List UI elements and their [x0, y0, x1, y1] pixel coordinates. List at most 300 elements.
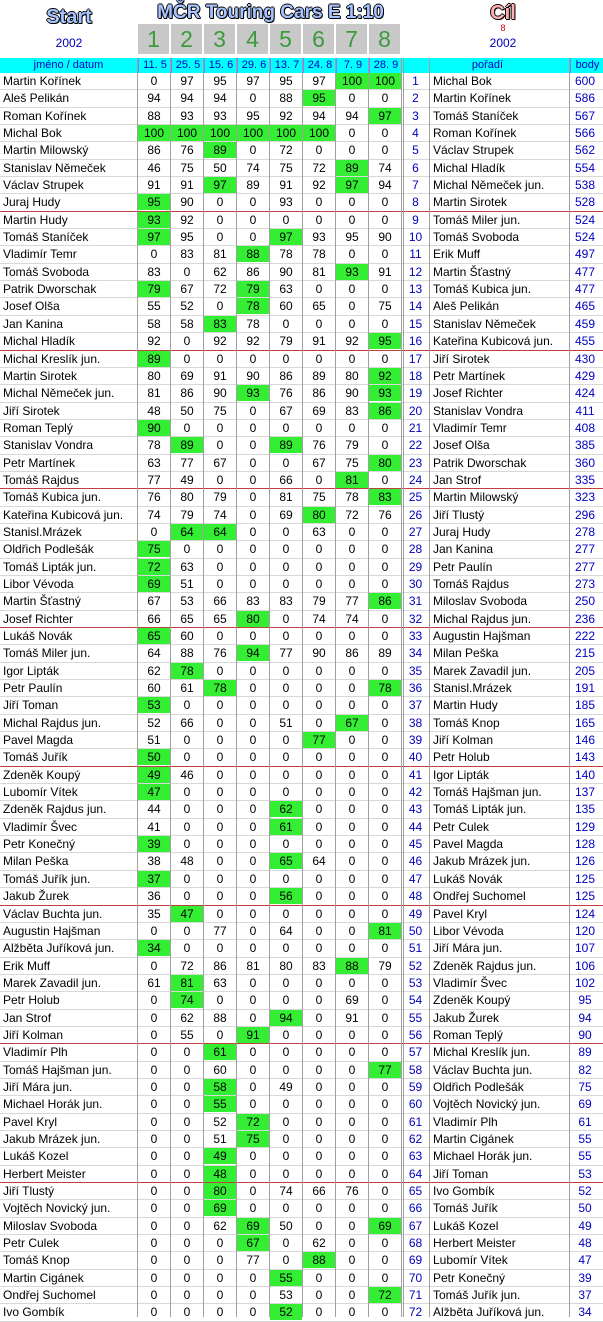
result-rank: 72 [408, 1305, 423, 1320]
race-score: 0 [183, 542, 191, 557]
race-score: 0 [381, 1270, 389, 1285]
race-score: 90 [180, 195, 194, 210]
race-score: 0 [216, 837, 224, 852]
race-score: 94 [345, 108, 359, 123]
race-score: 0 [315, 681, 323, 696]
result-rank: 70 [408, 1270, 423, 1285]
race-score: 0 [348, 1079, 356, 1094]
result-points: 75 [578, 1079, 592, 1094]
date-column-header: 11. 5 [138, 58, 171, 73]
date-column-header: 24. 8 [303, 58, 336, 73]
race-score: 0 [381, 854, 389, 869]
race-score: 0 [249, 1149, 257, 1164]
race-number-8: 8 [369, 24, 402, 54]
race-score: 95 [246, 108, 260, 123]
race-score: 0 [150, 1201, 158, 1216]
race-score: 88 [237, 246, 269, 262]
race-score: 0 [315, 1149, 323, 1164]
race-score: 81 [312, 264, 326, 279]
race-score: 75 [213, 403, 227, 418]
race-score: 0 [282, 785, 290, 800]
result-points: 567 [574, 108, 596, 123]
race-score: 0 [150, 1184, 158, 1198]
result-name: Michal Němeček jun. [433, 178, 545, 193]
race-score: 0 [348, 1201, 356, 1216]
race-score: 0 [150, 1131, 158, 1146]
race-score: 44 [147, 802, 161, 817]
race-score: 69 [345, 993, 359, 1008]
race-score: 0 [216, 819, 224, 834]
race-score: 64 [171, 524, 203, 540]
race-score: 0 [315, 282, 323, 297]
race-score: 56 [270, 888, 302, 904]
result-name: Pavel Magda [433, 837, 504, 852]
race-score: 86 [312, 386, 326, 401]
race-score: 0 [249, 1305, 257, 1320]
race-score: 0 [150, 1218, 158, 1233]
result-name: Jiří Mára jun. [433, 941, 503, 956]
race-score: 97 [246, 74, 260, 88]
race-score: 0 [348, 247, 356, 262]
race-score: 0 [183, 1218, 191, 1233]
driver-name: Jiří Mára jun. [3, 1079, 73, 1094]
race-score: 92 [180, 212, 194, 227]
result-points: 528 [574, 195, 596, 210]
result-name: Tomáš Hajšman jun. [433, 785, 542, 800]
result-rank: 22 [408, 438, 423, 453]
race-score: 100 [303, 125, 335, 141]
race-score: 80 [204, 1183, 236, 1199]
race-score: 90 [213, 386, 227, 401]
race-score: 0 [183, 1045, 191, 1060]
race-score: 52 [147, 715, 161, 730]
race-score: 0 [348, 420, 356, 435]
race-score: 0 [150, 1062, 158, 1077]
race-score: 78 [279, 247, 293, 262]
race-score: 0 [249, 629, 257, 643]
race-score: 88 [279, 91, 293, 106]
race-score: 0 [249, 698, 257, 713]
result-name: Tomáš Lipták jun. [433, 802, 527, 817]
race-score: 0 [249, 351, 257, 366]
result-rank: 45 [408, 837, 423, 852]
race-score: 0 [381, 1253, 389, 1268]
race-score: 63 [147, 455, 161, 470]
race-score: 89 [138, 351, 170, 367]
race-score: 0 [315, 1079, 323, 1094]
result-rank: 18 [408, 368, 423, 383]
driver-name: Kateřina Kubicová jun. [3, 507, 124, 522]
race-score: 0 [381, 576, 389, 591]
result-points: 146 [574, 733, 596, 748]
result-rank: 5 [412, 143, 419, 158]
race-score: 0 [216, 1236, 224, 1251]
race-score: 58 [180, 316, 194, 331]
race-score: 94 [378, 178, 392, 193]
race-score: 0 [315, 316, 323, 331]
race-score: 0 [282, 1045, 290, 1060]
race-score: 0 [348, 1114, 356, 1129]
race-score: 0 [183, 1305, 191, 1320]
race-score: 0 [315, 663, 323, 678]
result-rank: 9 [412, 212, 419, 227]
race-score: 0 [381, 559, 389, 574]
race-score: 93 [180, 108, 194, 123]
driver-name: Juraj Hudy [3, 195, 61, 210]
result-name: Lukáš Kozel [433, 1218, 499, 1233]
result-name: Jan Strof [433, 472, 482, 487]
race-score: 60 [279, 299, 293, 314]
result-points: 222 [574, 629, 596, 643]
race-score: 0 [348, 143, 356, 158]
result-name: Pavel Kryl [433, 906, 488, 921]
race-score: 0 [348, 923, 356, 938]
race-score: 0 [348, 1097, 356, 1112]
result-name: Vladimír Švec [433, 975, 508, 990]
grid-line [403, 58, 404, 1317]
race-score: 0 [315, 923, 323, 938]
race-score: 97 [270, 229, 302, 245]
race-number-4: 4 [237, 24, 270, 54]
result-rank: 54 [408, 993, 423, 1008]
date-column-header: 28. 9 [369, 58, 402, 73]
result-rank: 58 [408, 1062, 423, 1077]
race-score: 0 [249, 750, 257, 765]
race-score: 77 [345, 594, 359, 609]
race-score: 0 [315, 542, 323, 557]
result-rank: 24 [408, 472, 423, 487]
driver-name: Michael Horák jun. [3, 1097, 103, 1112]
result-points: 126 [574, 854, 596, 869]
driver-name: Tomáš Hajšman jun. [3, 1062, 112, 1077]
points-column-header: body [570, 58, 603, 73]
driver-name: Herbert Meister [3, 1166, 86, 1181]
grid-line [203, 58, 204, 1317]
result-rank: 31 [408, 594, 423, 609]
race-score: 0 [315, 1288, 323, 1303]
race-score: 0 [315, 1131, 323, 1146]
race-score: 0 [282, 1236, 290, 1251]
result-rank: 56 [408, 1027, 423, 1042]
result-points: 236 [574, 611, 596, 626]
race-score: 53 [180, 594, 194, 609]
result-name: Petr Culek [433, 819, 490, 834]
grid-line [401, 58, 402, 1317]
race-score: 90 [138, 420, 170, 436]
result-points: 566 [574, 126, 596, 141]
driver-name: Milan Peška [3, 854, 69, 869]
result-points: 323 [574, 490, 596, 505]
result-rank: 28 [408, 542, 423, 557]
result-rank: 71 [408, 1288, 423, 1303]
race-score: 0 [150, 247, 158, 262]
driver-name: Ivo Gombík [3, 1305, 65, 1320]
race-score: 72 [312, 160, 326, 175]
result-name: Juraj Hudy [433, 524, 491, 539]
race-score: 0 [348, 559, 356, 574]
race-score: 0 [249, 490, 257, 505]
race-score: 61 [180, 681, 194, 696]
result-points: 140 [574, 767, 596, 782]
driver-name: Lukáš Novák [3, 629, 73, 643]
race-score: 100 [270, 125, 302, 141]
result-points: 135 [574, 802, 596, 817]
race-score: 62 [270, 801, 302, 817]
race-score: 0 [348, 889, 356, 904]
race-score: 0 [381, 941, 389, 956]
result-name: Alžběta Juříková jun. [433, 1305, 545, 1320]
race-score: 0 [216, 559, 224, 574]
race-score: 65 [270, 853, 302, 869]
result-rank: 65 [408, 1184, 423, 1198]
race-score: 0 [249, 230, 257, 245]
race-score: 0 [381, 524, 389, 539]
race-score: 0 [150, 1010, 158, 1025]
race-score: 0 [315, 767, 323, 782]
driver-name: Jan Kanina [3, 316, 64, 331]
race-score: 91 [378, 264, 392, 279]
result-points: 34 [578, 1305, 592, 1320]
result-points: 296 [574, 507, 596, 522]
race-score: 0 [315, 975, 323, 990]
race-score: 0 [150, 1149, 158, 1164]
result-rank: 3 [412, 108, 419, 123]
race-score: 76 [213, 646, 227, 661]
race-score: 69 [369, 1218, 401, 1234]
driver-name: Aleš Pelikán [3, 91, 70, 106]
race-score: 79 [312, 594, 326, 609]
race-score: 81 [279, 490, 293, 505]
race-score: 0 [348, 750, 356, 765]
result-rank: 53 [408, 975, 423, 990]
race-score: 0 [150, 1097, 158, 1112]
race-score: 0 [315, 1097, 323, 1112]
race-score: 91 [147, 178, 161, 193]
result-rank: 35 [408, 663, 423, 678]
result-rank: 47 [408, 871, 423, 886]
race-score: 0 [150, 1079, 158, 1094]
driver-name: Miloslav Svoboda [3, 1218, 98, 1233]
race-score: 49 [138, 767, 170, 783]
driver-name: Michal Bok [3, 126, 62, 141]
race-score: 0 [348, 663, 356, 678]
result-points: 69 [578, 1097, 592, 1112]
race-score: 50 [180, 403, 194, 418]
race-score: 0 [315, 993, 323, 1008]
race-score: 0 [183, 837, 191, 852]
race-score: 0 [315, 1270, 323, 1285]
driver-name: Roman Teplý [3, 420, 73, 435]
race-score: 0 [348, 733, 356, 748]
race-score: 90 [279, 264, 293, 279]
race-score: 79 [345, 438, 359, 453]
race-score: 0 [150, 993, 158, 1008]
race-score: 92 [147, 334, 161, 349]
race-score: 0 [183, 1166, 191, 1181]
result-points: 477 [574, 264, 596, 279]
result-rank: 46 [408, 854, 423, 869]
race-score: 75 [138, 541, 170, 557]
result-points: 385 [574, 438, 596, 453]
race-score: 100 [237, 125, 269, 141]
race-score: 83 [369, 489, 401, 505]
race-score: 0 [381, 802, 389, 817]
race-score: 0 [216, 854, 224, 869]
race-score: 76 [279, 386, 293, 401]
race-score: 0 [348, 1288, 356, 1303]
result-name: Jiří Kolman [433, 733, 494, 748]
result-points: 538 [574, 178, 596, 193]
race-score: 46 [147, 160, 161, 175]
race-score: 0 [183, 334, 191, 349]
result-points: 90 [578, 1027, 592, 1042]
race-score: 0 [381, 212, 389, 227]
result-name: Tomáš Knop [433, 715, 500, 730]
race-score: 78 [171, 663, 203, 679]
race-score: 0 [183, 420, 191, 435]
race-score: 78 [246, 316, 260, 331]
race-score: 0 [282, 455, 290, 470]
result-rank: 68 [408, 1236, 423, 1251]
race-score: 0 [249, 1079, 257, 1094]
race-score: 0 [282, 1201, 290, 1216]
race-score: 0 [216, 663, 224, 678]
race-score: 53 [279, 1288, 293, 1303]
race-number-2: 2 [171, 24, 204, 54]
driver-name: Tomáš Kubica jun. [3, 490, 102, 505]
result-rank: 62 [408, 1131, 423, 1146]
result-points: 48 [578, 1236, 592, 1251]
result-points: 455 [574, 334, 596, 349]
race-score: 0 [249, 143, 257, 158]
result-rank: 19 [408, 386, 423, 401]
race-score: 75 [279, 160, 293, 175]
race-score: 81 [213, 247, 227, 262]
race-score: 0 [381, 1166, 389, 1181]
result-name: Petr Martínek [433, 368, 506, 383]
result-points: 165 [574, 715, 596, 730]
race-score: 0 [249, 1010, 257, 1025]
race-score: 0 [381, 837, 389, 852]
driver-name: Tomáš Knop [3, 1253, 70, 1268]
result-rank: 34 [408, 646, 423, 661]
driver-name: Martin Milowský [3, 143, 89, 158]
result-name: Martin Sirotek [433, 195, 508, 210]
race-score: 89 [204, 142, 236, 158]
race-score: 92 [369, 368, 401, 384]
race-score: 0 [381, 889, 389, 904]
race-score: 77 [369, 1062, 401, 1078]
race-score: 0 [216, 1253, 224, 1268]
race-score: 0 [282, 316, 290, 331]
race-score: 91 [237, 1027, 269, 1043]
result-name: Herbert Meister [433, 1236, 516, 1251]
result-rank: 42 [408, 785, 423, 800]
race-score: 60 [213, 1062, 227, 1077]
driver-name: Lubomír Vítek [3, 785, 78, 800]
rank-column-header: pořadí [403, 58, 571, 73]
race-score: 66 [180, 715, 194, 730]
race-score: 76 [180, 143, 194, 158]
race-score: 0 [381, 611, 389, 626]
result-rank: 12 [408, 264, 423, 279]
race-score: 0 [348, 299, 356, 314]
race-score: 0 [282, 993, 290, 1008]
driver-name: Martin Sirotek [3, 368, 78, 383]
race-score: 0 [348, 1062, 356, 1077]
race-score: 0 [216, 299, 224, 314]
race-score: 0 [282, 681, 290, 696]
race-score: 0 [249, 733, 257, 748]
result-rank: 40 [408, 750, 423, 765]
race-score: 0 [282, 733, 290, 748]
race-score: 0 [315, 802, 323, 817]
race-score: 74 [246, 160, 260, 175]
race-score: 0 [348, 1270, 356, 1285]
race-score: 63 [279, 282, 293, 297]
start-year: 2002 [55, 36, 83, 50]
race-score: 69 [312, 403, 326, 418]
driver-name: Patrik Dworschak [3, 282, 97, 297]
result-points: 360 [574, 455, 596, 470]
driver-name: Václav Buchta jun. [3, 906, 103, 921]
race-score: 0 [216, 576, 224, 591]
race-score: 0 [183, 264, 191, 279]
race-score: 0 [381, 282, 389, 297]
race-score: 0 [150, 74, 158, 88]
race-score: 79 [279, 334, 293, 349]
race-score: 0 [282, 212, 290, 227]
result-rank: 7 [412, 178, 419, 193]
driver-name: Petr Culek [3, 1236, 60, 1251]
date-column-header: 25. 5 [171, 58, 204, 73]
race-score: 39 [138, 836, 170, 852]
race-score: 66 [147, 611, 161, 626]
race-score: 0 [216, 438, 224, 453]
driver-name: Vojtěch Novický jun. [3, 1201, 111, 1216]
race-score: 0 [348, 195, 356, 210]
race-score: 0 [249, 524, 257, 539]
result-points: 125 [574, 871, 596, 886]
result-name: Roman Kořínek [433, 126, 517, 141]
race-score: 0 [282, 1027, 290, 1042]
race-score: 100 [138, 125, 170, 141]
race-score: 41 [147, 819, 161, 834]
result-name: Oldřich Podlešák [433, 1079, 524, 1094]
race-score: 78 [345, 490, 359, 505]
result-name: Tomáš Rajdus [433, 576, 510, 591]
race-score: 93 [213, 108, 227, 123]
race-score: 48 [180, 854, 194, 869]
driver-name: Ondřej Suchomel [3, 1288, 96, 1303]
race-score: 0 [183, 698, 191, 713]
race-score: 67 [312, 455, 326, 470]
race-score: 80 [345, 368, 359, 383]
race-score: 0 [282, 542, 290, 557]
date-column-header: 7. 9 [336, 58, 369, 73]
race-score: 50 [138, 749, 170, 765]
race-score: 83 [147, 264, 161, 279]
race-score: 50 [213, 160, 227, 175]
race-score: 0 [381, 126, 389, 141]
race-score: 89 [270, 437, 302, 453]
result-rank: 57 [408, 1045, 423, 1060]
race-score: 67 [147, 594, 161, 609]
result-name: Lubomír Vítek [433, 1253, 508, 1268]
race-score: 90 [378, 230, 392, 245]
result-points: 250 [574, 594, 596, 609]
race-score: 0 [183, 1184, 191, 1198]
